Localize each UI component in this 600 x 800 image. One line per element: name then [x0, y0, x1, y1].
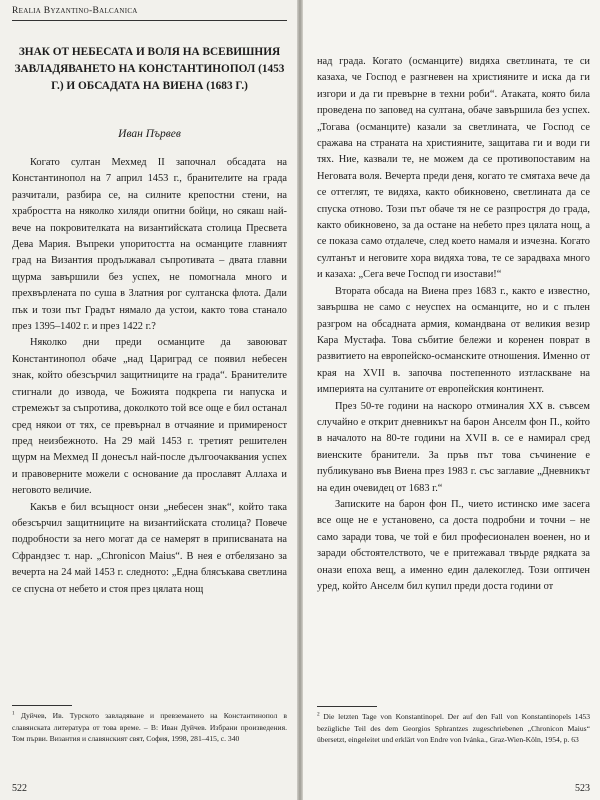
page-number: 523: [575, 783, 590, 794]
paragraph: През 50-те години на наскоро отминалия XX в. съвсем случайно е открит дневникът на барон Анселм фон П., който в началото на 80-те години на XVII в. се е намирал сред виенските бранители. За пръв път това съчинение е публикувано във Виена през 1983 г. със заглавие „Дневникът на един очевидец от 1683 г.“: [317, 400, 590, 494]
footnote-text: Дуйчев, Ив. Турското завладяване и превземането на Константинопол в славянската литература от това време. – В: Иван Дуйчев. Избрани произведения. Том първи. Византия и славянският свят, София, 1998, 281–415, с. 340: [12, 711, 287, 744]
paragraph: Втората обсада на Виена през 1683 г., както е известно, завършва не само с неуспех на османците, но и с пълен разгром на обсадната армия, командвана от великия везир Кара Мустафа. Това събитие бележи и коренен поврат в развитието на европейско-османските отношения. Именно от края на XVII в. започва постепенното изтласкване на империята на султаните от европейския континент.: [317, 285, 590, 396]
article-title: ЗНАК ОТ НЕБЕСАТА И ВОЛЯ НА ВСЕВИШНИЯ ЗАВЛАДЯВАНЕТО НА КОНСТАНТИНОПОЛ (1453 Г.) И ОБСАДАТА НА ВИЕНА (1683 Г.): [14, 46, 285, 92]
footnote-marker: 1: [12, 710, 15, 717]
page-number: 522: [12, 783, 27, 794]
footnote-text: Die letzten Tage von Konstantinopel. Der auf den Fall von Konstantinopels 1453 bezügliche Teil des dem Georgios Sphrantzes zugeschriebenen „Chronicon Maius“ übersetzt, eingeleitet und erklärt von Endre von Ivánka., Graz-Wien-Köln, 1954, p. 63: [317, 712, 590, 745]
paragraph: Записките на барон фон П., чието истинско име засега все още не е установено, са доста подробни и точни – не само заради това, че той е бил професионален военен, но и заради обстоятелството, че е притежавал твърде рядката за онази епоха вещ, а именно един далекоглед. Този оптичен уред, който Анселм бил купил преди доста години от: [317, 498, 590, 592]
header-rule: [12, 20, 287, 21]
left-body-text: [12, 155, 287, 598]
paragraph: Какъв е бил всъщност онзи „небесен знак“, който така обезсърчил защитниците на византийската столица? Повече подробности за него могат да се намерят в приписваната на Сфрандзес т. нар. „Chronicon Maius“. В нея е отбелязано за вечерта на 24 май 1453 г. следното: „Една блясъкава светлина се спусна от небето и стоя през цялата нощ: [12, 501, 287, 595]
footnote-rule: [12, 705, 72, 706]
paragraph: Когато султан Мехмед II започнал обсадата на Константинопол на 7 април 1453 г., бранителите на града разчитали, разбира се, на силните крепостни стени, на храбростта на няколко хиляди опитни бойци, но сякаш най-вече на покровителката на византийската столица Пресвета Дева Мария. Въпреки упоритостта на османците главният град на Византия продължавал съпротивата – двата главни щурма завършили без успех, не помогнала много и прехвърлената по суша в Златния рог султанска флота. Дали пък и този път Градът нямало да устои, както това станало през 1395–1402 г. и през 1422 г.?: [12, 157, 287, 333]
footnote: [317, 711, 590, 746]
paragraph: Няколко дни преди османците да завоюват Константинопол обаче „над Цариград се появил небесен знак, който обезсърчил защитниците на града“. Бранителите стигнали до извода, че Божията подкрепа ги напуска и стремежът за съпротива, доколкото той все още е бил останал сред някои от тях, се превърнал в отчаяние и примиреност пред неизбежното. На 29 май 1453 г. третият решителен щурм на Мехмед II донесъл най-после дългоочаквания успех и правоверните можели с основание да прославят Аллаха и неговото величие.: [12, 337, 287, 497]
right-page: [303, 0, 600, 800]
right-body-text: [317, 54, 590, 595]
author-name: Иван Първев: [118, 128, 181, 140]
paragraph: над града. Когато (османците) видяха светлината, те си казаха, че Господ е разгневен на християните и иска да ги изгори и да ги превърне в техни роби“. Атаката, която била проведена по заповед на султана, обаче завършила без успех. „Тогава (османците) казали за светлината, че Господ се сражава на страната на християните, защитава ги и води ги тях. Ние, казвали те, не можем да се противопоставим на Неговата воля. Вечерта преди деня, когато те смятаха вече да се оттеглят, те видяха, както обикновено, светлината да се спуска отново. Този път обаче тя не се разпростря до града, както обикновено, за да остане на небето през цялата нощ, а се показа само отдалече, след което намаля и изчезна. Когато султанът и неговите хора видяха това, те се зарадваха много и казаха: „Сега вече Господ ги изостави!“: [317, 56, 590, 281]
footnote-marker: 2: [317, 711, 320, 718]
left-page: [0, 0, 297, 800]
footnote: [12, 710, 287, 745]
footnote-rule: [317, 706, 377, 707]
running-head: Realia Byzantino-Balcanica: [12, 6, 138, 16]
